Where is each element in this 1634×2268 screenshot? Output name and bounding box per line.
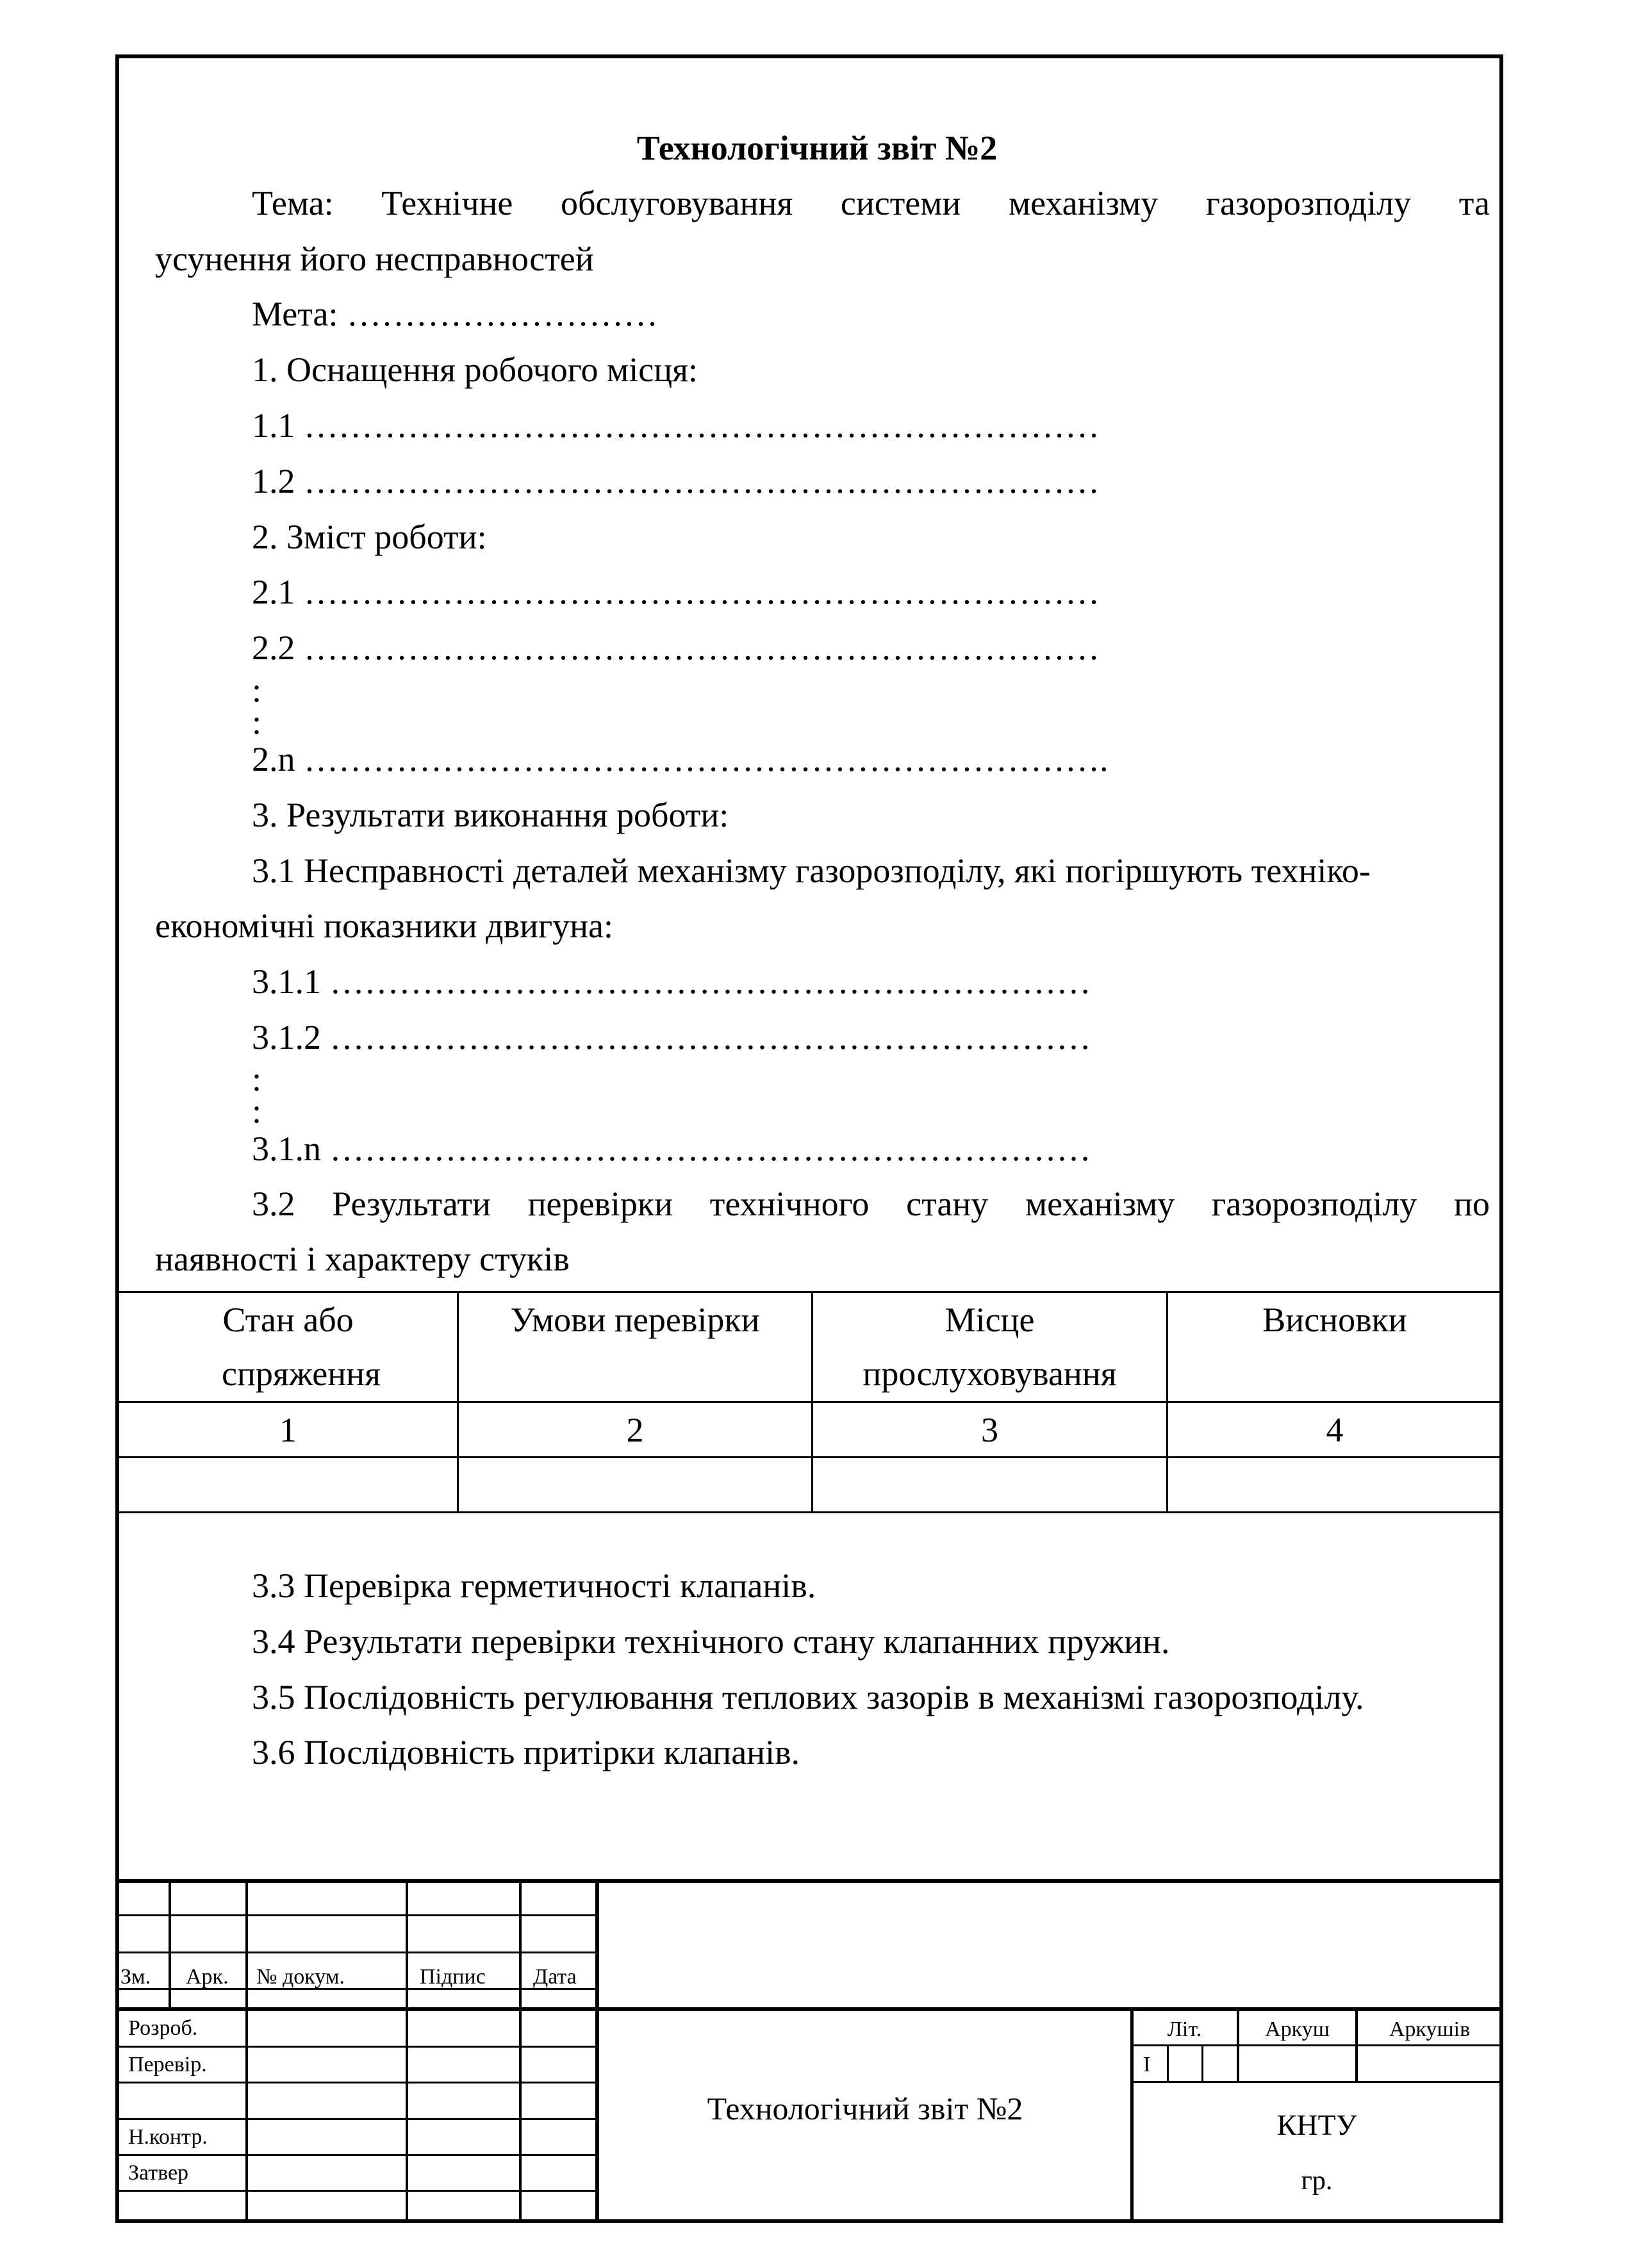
s32-word: механізму [1025, 1185, 1175, 1223]
theme-word: системи [840, 184, 961, 222]
theme-line-1 [252, 183, 1490, 224]
stamp-row-line [117, 2118, 598, 2120]
table-col-number: 1 [279, 1411, 297, 1449]
stamp-col-doc: № докум. [256, 1965, 345, 1989]
stamp-lit-cell-line [1167, 2046, 1169, 2082]
stamp-col-line [169, 1879, 171, 2011]
table-header-conditions: Умови перевірки [510, 1301, 760, 1339]
section-3-1-n: 3.1.n ………………………………………………………… [252, 1130, 1091, 1168]
stamp-organization: КНТУ [1276, 2108, 1357, 2141]
stamp-row-approved: Затвер [128, 2161, 189, 2185]
stamp-header-bottom [117, 2007, 1501, 2011]
section-3-5: 3.5 Послідовність регулювання теплових зазорів в механізмі газорозподілу. [252, 1678, 1364, 1716]
stamp-row-norm-control: Н.контр. [128, 2125, 208, 2149]
ellipsis-dots: : [252, 703, 262, 741]
table-col-number: 4 [1326, 1411, 1344, 1449]
s32-word: 3.2 [252, 1185, 295, 1223]
stamp-row-checked: Перевір. [128, 2053, 207, 2076]
section-2-heading: 2. Зміст роботи: [252, 518, 487, 556]
stamp-col-line [406, 1879, 408, 2223]
stamp-col-line [245, 1879, 248, 2223]
stamp-col-zm: Зм. [120, 1965, 151, 1989]
theme-word: та [1458, 184, 1490, 222]
section-3-1-line-2: економічні показники двигуна: [155, 907, 613, 945]
theme-word: механізму [1008, 184, 1159, 222]
section-1-2: 1.2 …………………………………………………………… [252, 462, 1100, 500]
theme-word: газорозподілу [1205, 184, 1412, 222]
stamp-doc-title: Технологічний звіт №2 [707, 2091, 1023, 2126]
stamp-col-date: Дата [533, 1965, 577, 1989]
section-1-heading: 1. Оснащення робочого місця: [252, 350, 698, 389]
ellipsis-dots: : [252, 671, 262, 709]
stamp-group: гр. [1301, 2166, 1333, 2196]
s32-word: газорозподілу [1212, 1185, 1417, 1223]
theme-word: Технічне [381, 184, 513, 222]
table-col-number: 2 [626, 1411, 644, 1449]
stamp-col-line [595, 1879, 599, 2223]
section-1-1: 1.1 …………………………………………………………… [252, 406, 1100, 445]
table-header-conclusions: Висновки [1262, 1301, 1407, 1339]
stamp-sheet-label: Аркуш [1265, 2017, 1330, 2041]
section-3-3: 3.3 Перевірка герметичності клапанів. [252, 1566, 816, 1605]
stamp-row-line [117, 2190, 598, 2192]
report-title: Технологічний звіт №2 [636, 129, 998, 167]
ellipsis-dots: : [252, 1092, 262, 1130]
table-header-place: Місце прослуховування [862, 1301, 1117, 1393]
stamp-lit-value: I [1143, 2053, 1151, 2076]
stamp-row-line [117, 2082, 598, 2083]
theme-word: Тема: [252, 184, 334, 222]
section-3-2-line-2: наявності і характеру стуків [155, 1240, 570, 1278]
stamp-row-line [117, 2154, 598, 2156]
goal-line: Мета: ……………………… [252, 295, 658, 333]
table-header-state: Стан або спряження [222, 1301, 381, 1393]
theme-word: обслуговування [561, 184, 793, 222]
stamp-right-line [1132, 2081, 1501, 2083]
stamp-col-sign: Підпис [420, 1965, 486, 1989]
stamp-sheets-label: Аркушів [1389, 2017, 1471, 2041]
section-3-4: 3.4 Результати перевірки технічного стану клапанних пружин. [252, 1622, 1170, 1661]
section-2-2: 2.2 …………………………………………………………… [252, 629, 1100, 667]
section-3-1-1: 3.1.1 ………………………………………………………… [252, 962, 1091, 1001]
stamp-lit-cell-line [1201, 2046, 1203, 2082]
stamp-row-line [117, 2046, 598, 2048]
s32-word: стану [906, 1185, 989, 1223]
stamp-lit-label: Літ. [1167, 2017, 1202, 2041]
table-border-bottom [117, 1511, 1501, 1513]
section-3-1-line-1 [252, 850, 1490, 891]
section-3-2-line-1 [252, 1183, 1490, 1224]
s32-word: перевірки [527, 1185, 673, 1223]
theme-line-2: усунення його несправностей [155, 240, 594, 278]
section-3-1-text: 3.1 Несправності деталей механізму газорозподілу, які погіршують техніко- [252, 851, 1371, 890]
stamp-col-line [519, 1879, 522, 2223]
stamp-row-developed: Розроб. [128, 2016, 198, 2040]
section-3-1-2: 3.1.2 ………………………………………………………… [252, 1018, 1091, 1056]
stamp-right-line [1132, 2044, 1501, 2046]
stamp-col-ark: Арк. [186, 1965, 229, 1989]
s32-word: по [1454, 1185, 1490, 1223]
section-2-1: 2.1 …………………………………………………………… [252, 573, 1100, 611]
section-3-6: 3.6 Послідовність притірки клапанів. [252, 1733, 800, 1771]
section-3-heading: 3. Результати виконання роботи: [252, 796, 729, 834]
table-col-number: 3 [981, 1411, 998, 1449]
section-2-n: 2.n ……………………………………………………………. [252, 740, 1109, 778]
s32-word: технічного [709, 1185, 870, 1223]
ellipsis-dots: : [252, 1060, 262, 1098]
s32-word: Результати [332, 1185, 491, 1223]
stamp-row-line [117, 1914, 598, 1916]
stamp-row-line [117, 1952, 598, 1953]
stamp-border-top [117, 1879, 1501, 1883]
